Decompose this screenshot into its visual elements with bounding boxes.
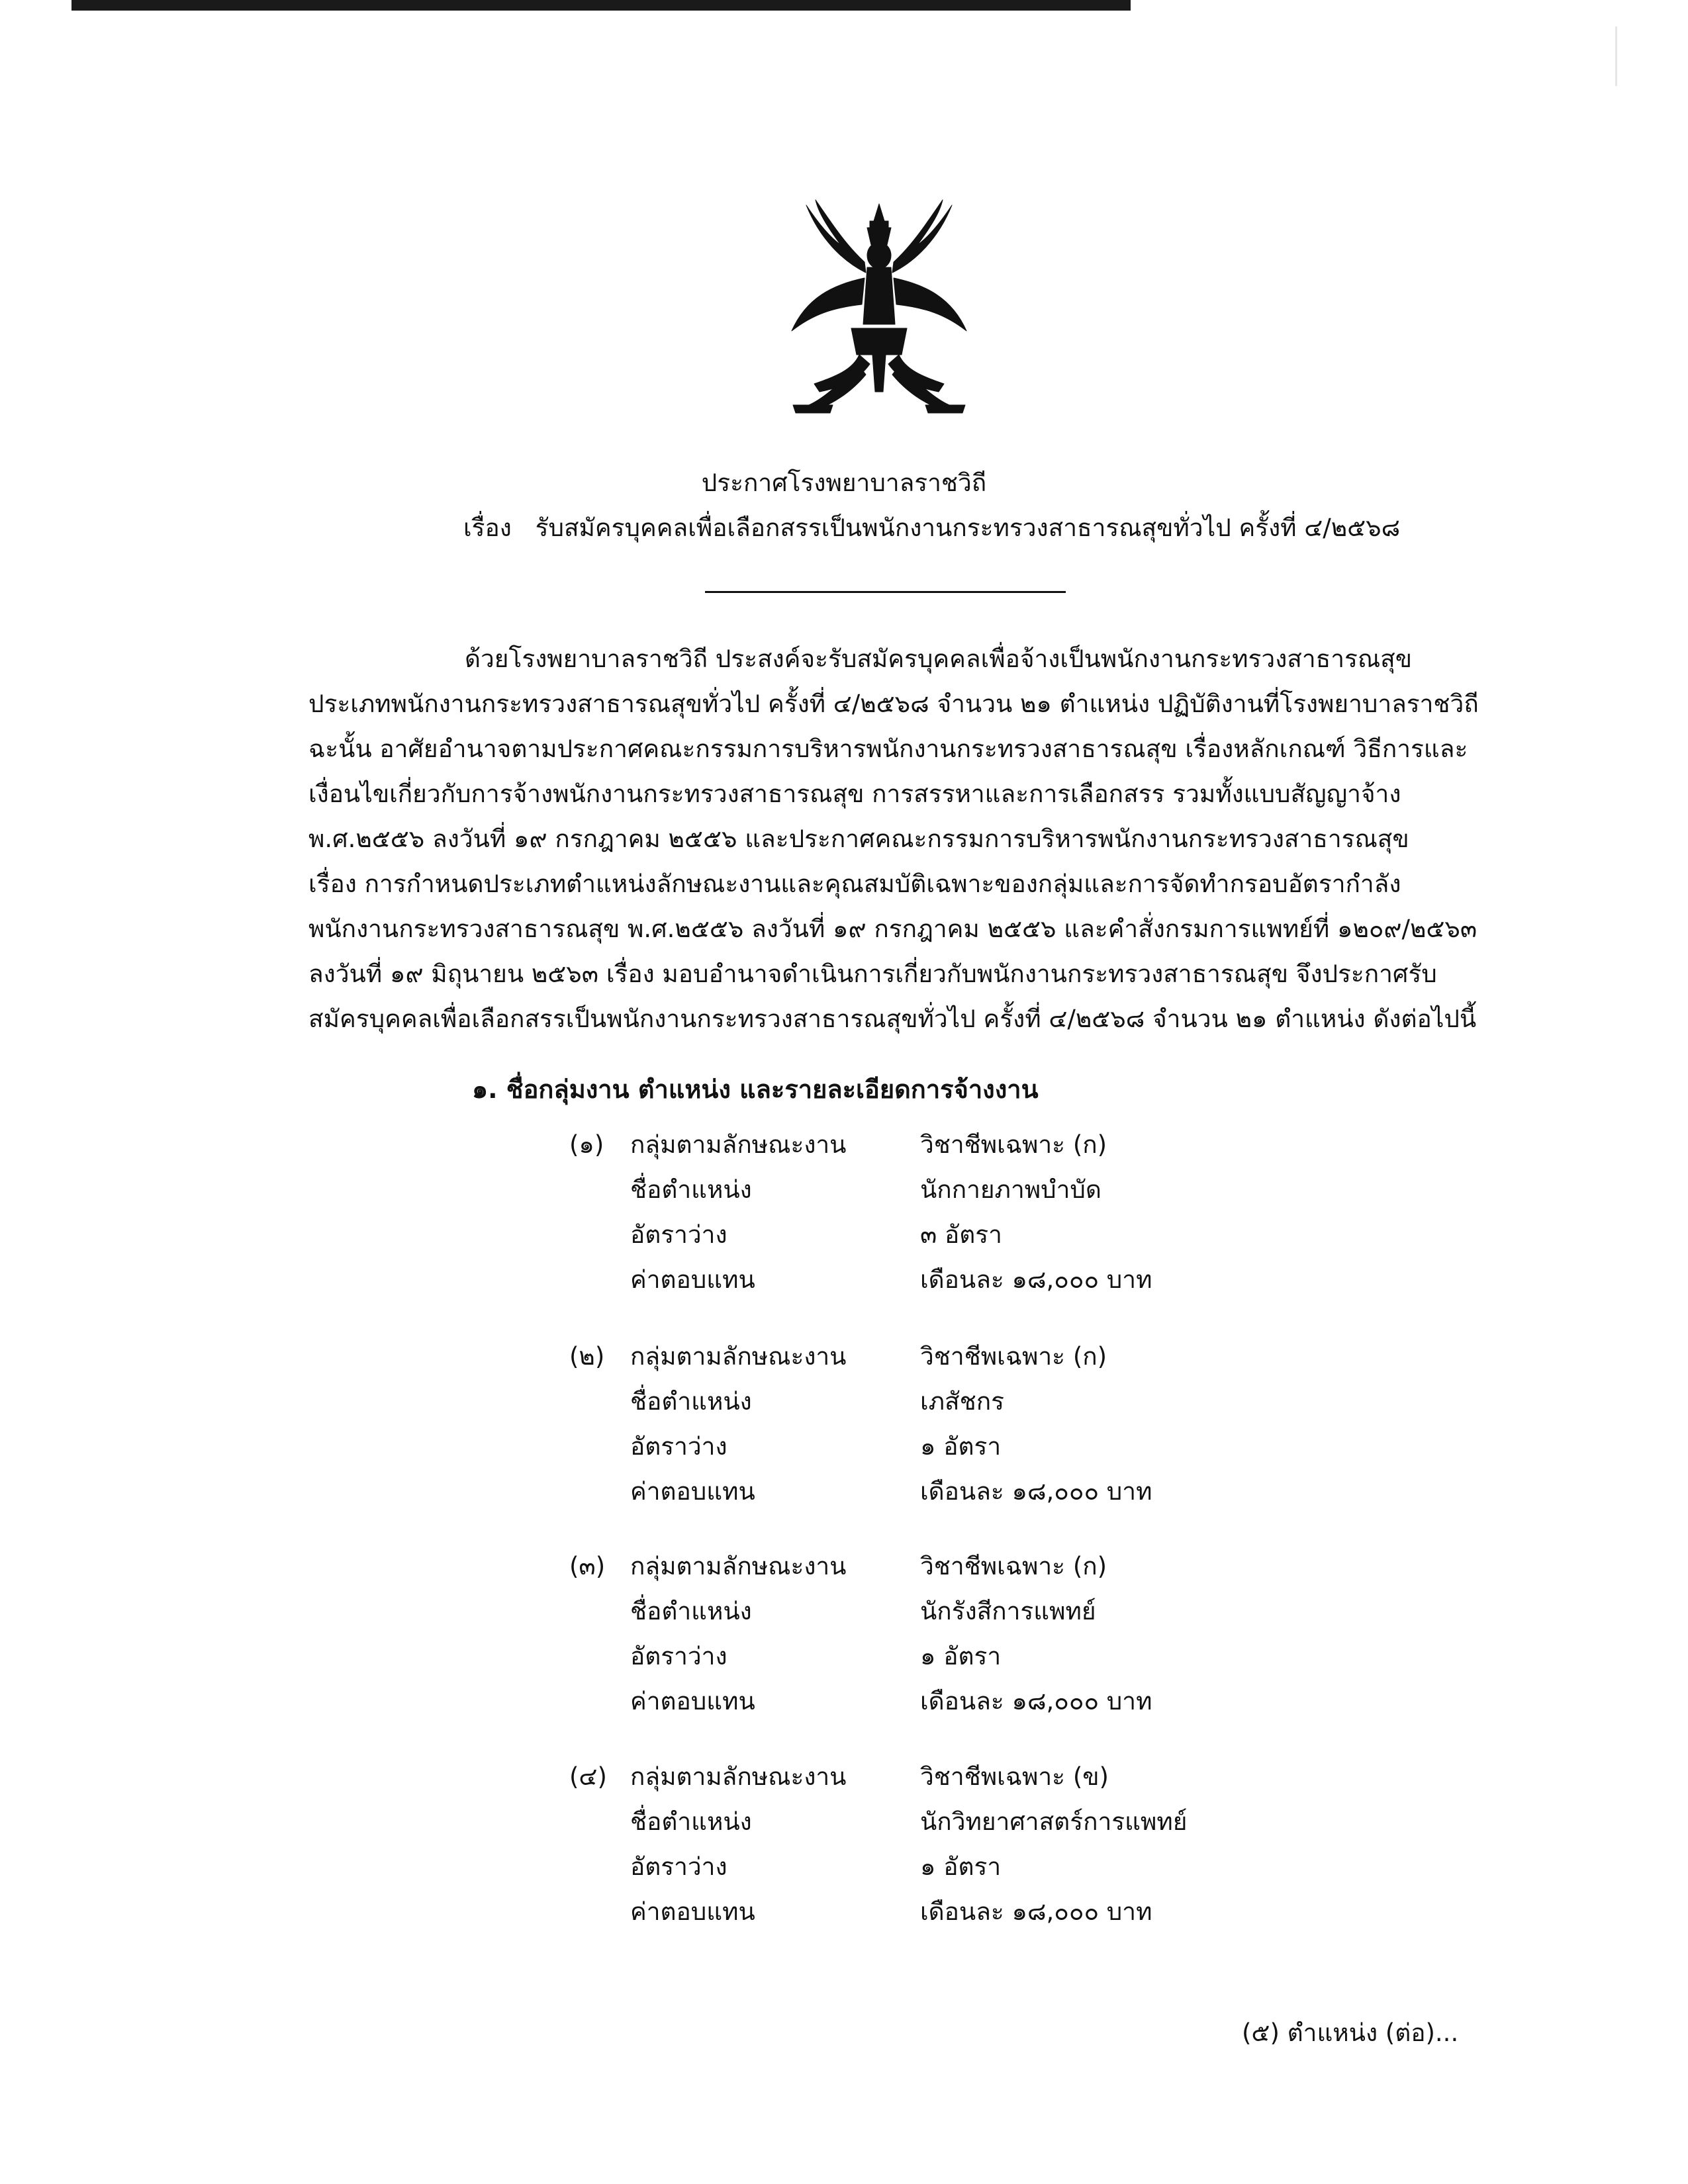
group-label: กลุ่มตามลักษณะงาน [630, 1130, 847, 1159]
body-line: ประเภทพนักงานกระทรวงสาธารณสุขทั่วไป ครั้งที่ ๔/๒๕๖๘ จำนวน ๒๑ ตำแหน่ง ปฏิบัติงานที่โรงพยาบาลราชวิถี [308, 690, 1479, 718]
position-value: นักกายภาพบำบัด [920, 1175, 1102, 1204]
position-label: ชื่อตำแหน่ง [630, 1175, 752, 1204]
body-line: เรื่อง การกำหนดประเภทตำแหน่งลักษณะงานและคุณสมบัติเฉพาะของกลุ่มและการจัดทำกรอบอัตรากำลัง [308, 870, 1401, 898]
vacancy-label: อัตราว่าง [630, 1642, 727, 1670]
vacancy-label: อัตราว่าง [630, 1432, 727, 1461]
continuation-note: (๕) ตำแหน่ง (ต่อ)... [1242, 2019, 1459, 2047]
vacancy-label: อัตราว่าง [630, 1220, 727, 1249]
vacancy-value: ๑ อัตรา [920, 1432, 1002, 1461]
position-entry [569, 1757, 1231, 1937]
scan-edge-bar [71, 0, 1131, 11]
group-value: วิชาชีพเฉพาะ (ก) [920, 1130, 1107, 1159]
position-number: (๔) [569, 1762, 607, 1791]
pay-value: เดือนละ ๑๘,๐๐๐ บาท [920, 1265, 1152, 1294]
body-line: ด้วยโรงพยาบาลราชวิถี ประสงค์จะรับสมัครบุคคลเพื่อจ้างเป็นพนักงานกระทรวงสาธารณสุข [465, 645, 1413, 673]
announcement-title: ประกาศโรงพยาบาลราชวิถี [701, 469, 987, 497]
position-number: (๓) [569, 1552, 606, 1580]
group-label: กลุ่มตามลักษณะงาน [630, 1762, 847, 1791]
scan-edge-mark [1615, 26, 1617, 86]
vacancy-value: ๑ อัตรา [920, 1642, 1002, 1670]
body-line: พ.ศ.๒๕๕๖ ลงวันที่ ๑๙ กรกฎาคม ๒๕๕๖ และประกาศคณะกรรมการบริหารพนักงานกระทรวงสาธารณสุข [308, 825, 1409, 853]
position-number: (๒) [569, 1342, 605, 1371]
pay-label: ค่าตอบแทน [630, 1265, 755, 1294]
subject-text: รับสมัครบุคคลเพื่อเลือกสรรเป็นพนักงานกระทรวงสาธารณสุขทั่วไป ครั้งที่ ๔/๒๕๖๘ [535, 514, 1401, 542]
position-value: นักรังสีการแพทย์ [920, 1597, 1096, 1625]
group-value: วิชาชีพเฉพาะ (ก) [920, 1342, 1107, 1371]
position-entry [569, 1547, 1231, 1727]
pay-label: ค่าตอบแทน [630, 1897, 755, 1926]
position-number: (๑) [569, 1130, 604, 1159]
garuda-emblem-icon [780, 199, 978, 417]
body-line: ฉะนั้น อาศัยอำนาจตามประกาศคณะกรรมการบริหารพนักงานกระทรวงสาธารณสุข เรื่องหลักเกณฑ์ วิธีการและ [308, 735, 1468, 763]
pay-label: ค่าตอบแทน [630, 1687, 755, 1715]
group-value: วิชาชีพเฉพาะ (ข) [920, 1762, 1109, 1791]
body-line: ลงวันที่ ๑๙ มิถุนายน ๒๕๖๓ เรื่อง มอบอำนาจดำเนินการเกี่ยวกับพนักงานกระทรวงสาธารณสุข จึงประกาศรับ [308, 960, 1437, 988]
announcement-subject [463, 508, 1400, 547]
group-label: กลุ่มตามลักษณะงาน [630, 1552, 847, 1580]
section-heading: ๑. ชื่อกลุ่มงาน ตำแหน่ง และรายละเอียดการจ้างงาน [472, 1075, 1039, 1104]
pay-value: เดือนละ ๑๘,๐๐๐ บาท [920, 1477, 1152, 1506]
position-entry [569, 1337, 1231, 1517]
title-divider [705, 591, 1066, 593]
position-label: ชื่อตำแหน่ง [630, 1387, 752, 1416]
group-value: วิชาชีพเฉพาะ (ก) [920, 1552, 1107, 1580]
body-line: สมัครบุคคลเพื่อเลือกสรรเป็นพนักงานกระทรวงสาธารณสุขทั่วไป ครั้งที่ ๔/๒๕๖๘ จำนวน ๒๑ ตำแหน่ง ดังต่อไปนี้ [308, 1005, 1477, 1033]
vacancy-value: ๑ อัตรา [920, 1852, 1002, 1881]
group-label: กลุ่มตามลักษณะงาน [630, 1342, 847, 1371]
pay-value: เดือนละ ๑๘,๐๐๐ บาท [920, 1687, 1152, 1715]
pay-value: เดือนละ ๑๘,๐๐๐ บาท [920, 1897, 1152, 1926]
body-paragraph [308, 637, 1479, 1042]
vacancy-label: อัตราว่าง [630, 1852, 727, 1881]
position-label: ชื่อตำแหน่ง [630, 1807, 752, 1836]
vacancy-value: ๓ อัตรา [920, 1220, 1002, 1249]
subject-label: เรื่อง [463, 514, 512, 542]
pay-label: ค่าตอบแทน [630, 1477, 755, 1506]
body-line: พนักงานกระทรวงสาธารณสุข พ.ศ.๒๕๕๖ ลงวันที่ ๑๙ กรกฎาคม ๒๕๕๖ และคำสั่งกรมการแพทย์ที่ ๑๒๐๙/๒๕๖๓ [308, 915, 1477, 943]
position-value: เภสัชกร [920, 1387, 1005, 1416]
body-line: เงื่อนไขเกี่ยวกับการจ้างพนักงานกระทรวงสาธารณสุข การสรรหาและการเลือกสรร รวมทั้งแบบสัญญาจ้าง [308, 780, 1401, 808]
position-label: ชื่อตำแหน่ง [630, 1597, 752, 1625]
position-value: นักวิทยาศาสตร์การแพทย์ [920, 1807, 1188, 1836]
position-entry [569, 1125, 1231, 1305]
